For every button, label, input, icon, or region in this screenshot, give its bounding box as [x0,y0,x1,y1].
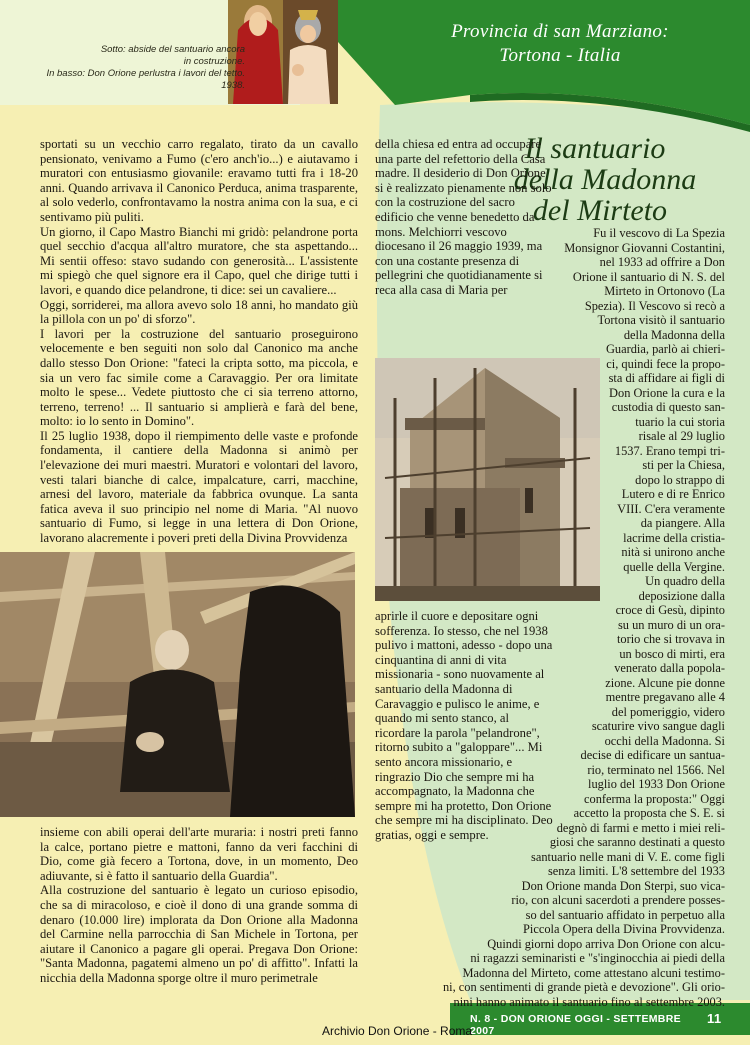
right-column-line: accetto la proposta che S. E. si [573,806,725,820]
page-number: 11 [707,1011,722,1026]
right-column-line: Mirteto in Ortonovo (La [604,284,725,298]
right-column-line: tuario la cui storia [635,414,725,429]
right-column-line: ni ragazzi seminaristi e "s'inginocchia ai piedi della [470,951,725,965]
right-column-line: mentre pregavano alle 4 [605,690,725,704]
caption-line: in costruzione. [183,56,245,67]
caption-line: Sotto: abside del santuario ancora [100,44,245,55]
right-column-line: venerato dalla popola- [614,661,725,675]
paragraph: sportati su un vecchio carro regalato, tirato da un cavallo pensionato, venivamo a Fumo (c'ero anch'io...) e aiutavamo i muratori con entusiasmo giovanile: eravamo tutti fra i 18-20 anni. Quando arrivava il Canonico Perduca, anima trasparente, al solo vederlo, confrontavamo la nostra anima con la sua, e ci sentivamo più puliti. [40,137,358,224]
right-column-line: giosi che saranno destinati a questo [549,835,725,849]
right-column-line: nel 1933 ad offrire a Don [599,255,725,269]
issue-info: N. 8 - DON ORIONE OGGI - SETTEMBRE 2007 [470,1013,681,1037]
right-column-line: conferma la proposta:" Oggi [584,791,725,806]
right-column-line: decise di edificare un santua- [580,748,725,762]
left-column-bottom [40,825,358,986]
right-column-line: Madonna del Mirteto, come attestano alcuni testimo- [462,965,725,980]
right-column-line: degnò di farmi e metto i miei reli- [556,820,725,835]
right-column-line: Orione il santuario di N. S. del [572,269,725,284]
don-orione-photo [0,552,355,817]
right-column-line: nità si unirono anche [621,545,725,559]
right-column-line: luglio del 1933 Don Orione [588,777,725,791]
paragraph: insieme con abili operai dell'arte muraria: i nostri preti fanno la calce, portano pietre e mattoni, fanno da veri facchini di Dio, come già fecero a Tortona, dove, in un momento, Deo adiuvante, si è fatto il santuario della Guardia". [40,825,358,883]
right-column-line: zione. Alcune pie donne [605,675,725,690]
right-column-line: rio, terminato nel 1566. Nel [587,762,725,777]
caption-line: In basso: Don Orione perlustra i lavori del tetto. 1938. [46,68,245,91]
title-line: del Mirteto [532,194,668,227]
right-column-line: Lutero e di re Enrico [621,487,725,501]
right-column-line: nini hanno animato il santuario fino al settembre 2003. [453,994,725,1009]
right-column-line: Guardia, parlò ai chieri- [605,342,725,356]
right-column-line: Spezia). Il Vescovo si recò a [584,298,725,313]
right-column-line: croce di Gesù, dipinto [615,603,725,617]
right-column-line: rio, con alcuni sacerdoti a prendere posses- [511,893,725,907]
province-line: Tortona - Italia [499,45,621,66]
right-column-line: della Madonna della [623,327,725,342]
right-column-line: torio che si trovava in [616,632,725,646]
right-column-line: scaturire vivo sangue dagli [591,719,725,733]
right-column-line: Tortona visitò il santuario [597,313,725,327]
province-line: Provincia di san Marziano: [451,21,669,42]
title-line: Il santuario [524,132,666,165]
paragraph: Il 25 luglio 1938, dopo il riempimento delle vaste e profonde fondamenta, il cantiere della Madonna si animò per l'elevazione dei muri maestri. Muratori e volontari del lavoro, vesti talari bianche di calce, impalcature, carri, macchine, arnesi del lavoro, materiale da fabbrica ovunque. La santa fatica aveva il suo principio nel nome di Maria. "Al nuovo santuario di Fumo, si legge in una lettera di Don Orione, lavorano alacremente i poveri preti della Divina Provvidenza [40,428,358,546]
right-column-line: lacrime della cristia- [623,530,725,545]
archive-watermark: Archivio Don Orione - Roma [322,1024,473,1038]
right-column-line: del pomeriggio, videro [611,704,725,719]
right-column-line: 1537. Erano tempi tri- [614,443,725,458]
right-column-line: VIII. C'era veramente [617,501,725,516]
right-column-line: Quindi giorni dopo arriva Don Orione con alcu- [487,936,725,951]
right-column-line: Monsignor Giovanni Costantini, [564,240,725,255]
right-column-line: Don Orione la cura e la [609,385,725,400]
paragraph: Alla costruzione del santuario è legato un curioso episodio, che sa di miracoloso, e cioè il dono di una grande somma di denaro (10.000 lire) implorata da Don Orione alla Madonna del Carmine nella parrocchia di San Michele in Tortona, per aiutare il Canonico a pagare gli operai. Pregava Don Orione: "Santa Madonna, pagatemi almeno un po' di affitto". Infatti la nicchia della Madonna sporge oltre il muro perimetrale [40,883,358,985]
right-column-line: deposizione dalla [638,588,725,603]
right-column-line: sti per la Chiesa, [642,458,725,472]
right-column-line: ni, con sentimenti di grande pietà e devozione". Gli orio- [442,980,725,994]
right-column [355,226,725,1009]
right-column-line: un bosco di mirti, era [619,646,725,661]
right-column-line: occhi della Madonna. Si [604,733,725,748]
province-heading [385,20,735,68]
right-column-line: Fu il vescovo di La Spezia [593,226,725,240]
left-column-top [40,137,358,546]
right-column-line: su un muro di un ora- [617,617,725,632]
paragraph: aprirle il cuore e depositare ogni sofferenza. Io stesso, che nel 1938 pulivo i mattoni, adesso - dopo una cinquantina di anni di vita missionaria - sono nuovamente al santuario della Madonna di Caravaggio e pulisco le anime, e quando mi sento stanco, al ricordare la parola "pelandrone", ritorno subito a "galoppare"... Mi sento ancora missionario, e ringrazio Dio che sempre mi ha accompagnato, la Madonna che sempre mi ha protetto, Don Orione che sempre mi ha disciplinato. Deo gratias, oggi e sempre. [375,609,553,842]
right-column-line: Don Orione manda Don Sterpi, suo vica- [521,878,725,893]
right-column-line: so del santuario affidato in perpetuo alla [525,907,725,922]
right-column-line: Un quadro della [645,574,725,588]
paragraph: Un giorno, il Capo Mastro Bianchi mi gridò: pelandrone porta quel secchio d'acqua all'altro muratore, che sta aspettando... Mi sentii offeso: stavo sudando con generosità... L'assistente mi spiegò che quel signore era il Capo, quel che dirige tutti i lavori, e quando dice pelandrone, ti dice: sei un cavaliere... [40,224,358,297]
title-line: della Madonna [513,163,697,196]
photo-caption [30,44,245,92]
right-column-line: dopo lo strappo di [635,472,725,487]
right-column-line: santuario nelle mani di V. E. come figli [531,849,725,864]
right-column-line: ci, quindi fece la propo- [606,356,725,371]
paragraph: della chiesa ed entra ad occupare una parte del refettorio della Casa madre. Il desiderio di Don Orione si è realizzato pienamente non solo con la costruzione del sacro edificio che venne benedetto da mons. Melchiorri vescovo diocesano il 26 maggio 1939, ma con una costante presenza di pellegrini che quotidianamente si reca alla casa di Maria per [375,137,552,297]
right-column-line: senza limiti. L'8 settembre del 1933 [547,864,725,878]
right-column-line: sta di affidare ai figli di [608,371,725,385]
paragraph: I lavori per la costruzione del santuario proseguirono velocemente e ben seguiti non solo dal Canonico ma anche dallo stesso Don Orione: "fateci la cripta sotto, ma piccola, e sia un vero fac simile come a Caravaggio. Per ora limitate molto le spese... Vedete piuttosto che ci sia terreno attorno, terreno, terreno! ... Il santuario si amplierà e farà del bene, molto: io lo sento in Domino". [40,326,358,429]
right-column-line: risale al 29 luglio [638,429,725,443]
right-column-line: custodia di questo san- [611,400,725,414]
right-column-line: quelle della Vergine. [623,559,725,574]
paragraph: Oggi, sorriderei, ma allora avevo solo 18 anni, ho mandato giù la pillola con un po' di sforzo". [40,297,358,327]
right-column-line: da piangere. Alla [640,516,725,530]
right-column-line: Piccola Opera della Divina Provvidenza. [523,922,725,936]
